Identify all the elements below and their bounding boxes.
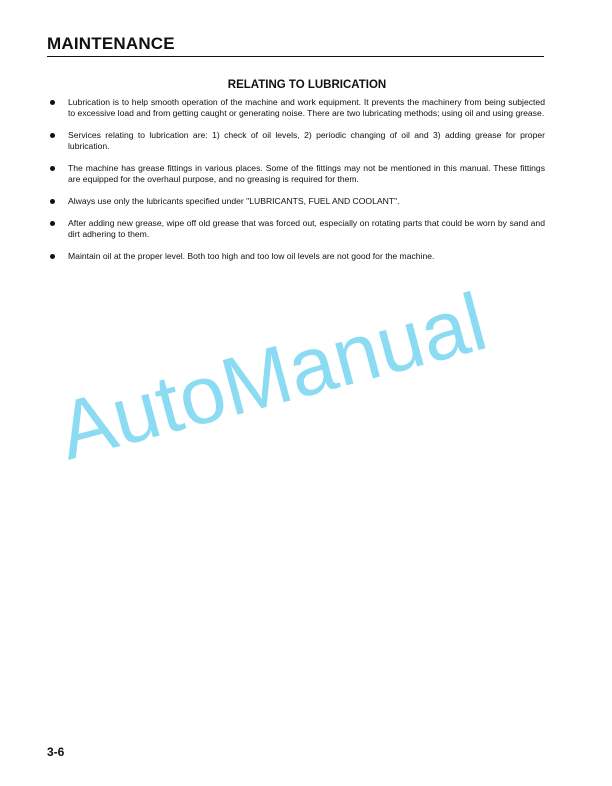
bullet-text: Maintain oil at the proper level. Both too high and too low oil levels are not good for the machine. (68, 251, 435, 261)
bullet-icon (50, 133, 55, 138)
page-number: 3-6 (47, 745, 65, 759)
bullet-icon (50, 100, 55, 105)
bullet-item (47, 97, 545, 119)
watermark-logo (48, 276, 588, 490)
bullet-text: Lubrication is to help smooth operation of the machine and work equipment. It prevents the machinery from being subjected to excessive load and from getting caught or generating noise. There are two lubricating methods; using oil and using grease. (68, 97, 545, 118)
lubrication-bullet-list (47, 97, 545, 273)
bullet-icon (50, 166, 55, 171)
bullet-item (47, 130, 545, 152)
bullet-icon (50, 254, 55, 259)
bullet-icon (50, 199, 55, 204)
bullet-icon (50, 221, 55, 226)
header-divider (47, 56, 544, 57)
page-header-title: MAINTENANCE (47, 34, 175, 53)
bullet-text: Always use only the lubricants specified under "LUBRICANTS, FUEL AND COOLANT". (68, 196, 400, 206)
bullet-text: After adding new grease, wipe off old grease that was forced out, especially on rotating parts that could be worn by sand and dirt adhering to them. (68, 218, 545, 239)
bullet-item (47, 163, 545, 185)
bullet-item (47, 196, 545, 207)
section-title: RELATING TO LUBRICATION (227, 79, 387, 91)
watermark-text: AutoManual (49, 276, 496, 478)
bullet-item (47, 218, 545, 240)
bullet-item (47, 251, 545, 262)
bullet-text: The machine has grease fittings in various places. Some of the fittings may not be mentioned in this manual. These fittings are equipped for the overhaul purpose, and no greasing is required for them. (68, 163, 545, 184)
bullet-text: Services relating to lubrication are: 1) check of oil levels, 2) periodic changing of oil and 3) adding grease for proper lubrication. (68, 130, 545, 151)
